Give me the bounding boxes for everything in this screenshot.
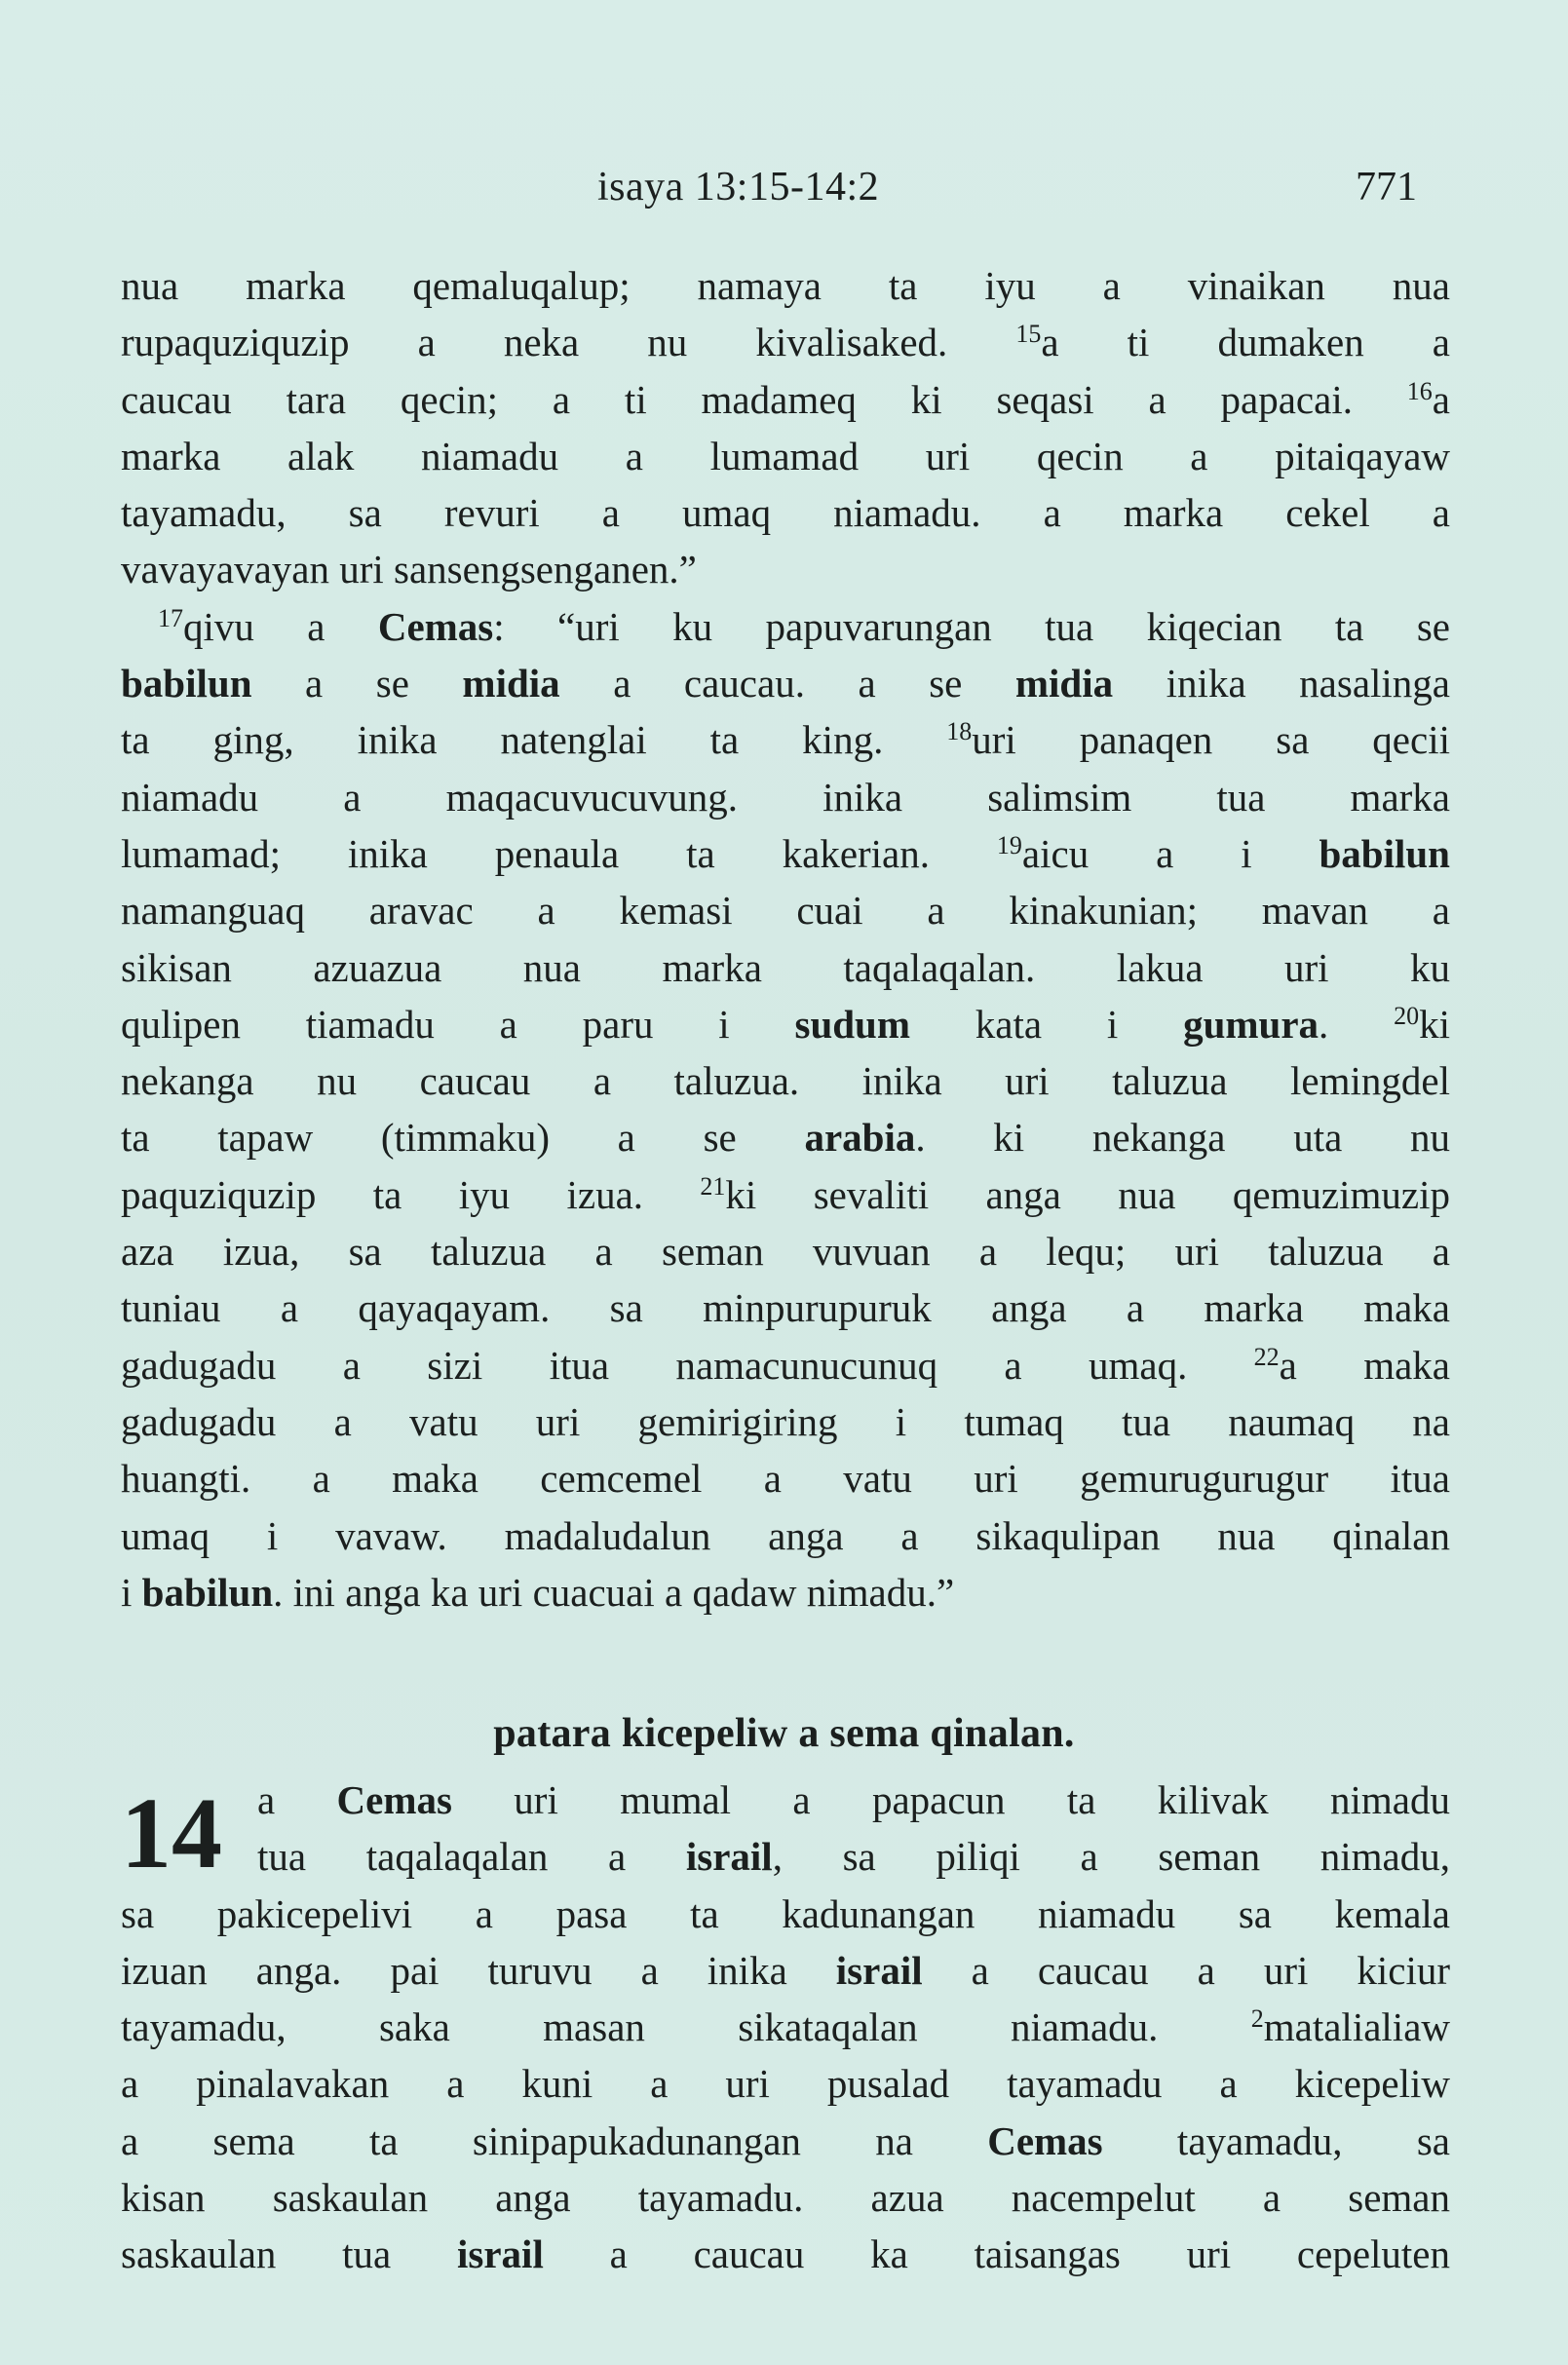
verse-number: 2 (1250, 2004, 1264, 2034)
text-run: a caucau ka taisangas uri cepeluten (543, 2231, 1450, 2277)
text-run: a maka (1279, 1342, 1450, 1388)
name-israil: israil (835, 1947, 923, 1993)
text-run: inika nasalinga (1113, 661, 1450, 706)
text-line (121, 1166, 1450, 1223)
text-run: tua taqalaqalan a (257, 1834, 686, 1880)
text-run: a caucau. a se (559, 661, 1015, 706)
text-run: . ki nekanga uta nu (915, 1115, 1450, 1161)
name-israil: israil (457, 2231, 544, 2277)
verse-number: 15 (1015, 320, 1042, 349)
text-line (121, 996, 1450, 1052)
verse-number: 21 (700, 1171, 726, 1201)
text-line: sikisan azuazua nua marka taqalaqalan. lakua uri ku (121, 944, 1450, 990)
text-line: aza izua, sa taluzua a seman vuvuan a lequ; uri taluzua a (121, 1229, 1450, 1275)
chapter-14-block (121, 1772, 1450, 2283)
verse-number: 22 (1253, 1342, 1280, 1371)
text-run: aicu a i (1021, 830, 1319, 876)
name-sudum: sudum (794, 1001, 910, 1047)
name-midia: midia (462, 661, 560, 706)
name-arabia: arabia (804, 1115, 916, 1161)
name-babilun: babilun (1319, 830, 1450, 876)
name-babilun: babilun (121, 661, 252, 706)
text-line: a pinalavakan a kuni a uri pusalad tayamadu a kicepeliw (121, 2061, 1450, 2107)
text-run: rupaquziquzip a neka nu kivalisaked. (121, 320, 1016, 365)
text-line: vavayavayan uri sansengsenganen.” (121, 547, 697, 592)
text-run: i (121, 1569, 142, 1615)
text-run: paquziquzip ta iyu izua. (121, 1171, 701, 1217)
verse-number: 17 (158, 603, 183, 632)
name-cemas: Cemas (336, 1777, 452, 1822)
text-line: umaq i vavaw. madaludalun anga a sikaqulipan nua qinalan (121, 1512, 1450, 1558)
running-header-title: isaya 13:15-14:2 (597, 165, 880, 210)
text-run: a se (251, 661, 463, 706)
text-run: . ini anga ka uri cuacuai a qadaw nimadu.” (273, 1569, 955, 1615)
name-cemas: Cemas (987, 2117, 1103, 2163)
text-line (121, 1564, 1450, 1621)
text-run: uri panaqen sa qecii (972, 717, 1450, 763)
text-line (121, 314, 1450, 370)
text-run: a ti dumaken a (1041, 320, 1450, 365)
text-line (121, 598, 1450, 655)
verse-number: 16 (1406, 376, 1433, 405)
text-run: gadugadu a sizi itua namacunucunuq a umaq. (121, 1342, 1254, 1388)
text-line (121, 1999, 1450, 2055)
text-line (121, 1772, 1450, 1828)
name-midia: midia (1014, 661, 1114, 706)
text-run: a (1432, 376, 1450, 422)
text-line (121, 1828, 1450, 1885)
text-line (121, 1942, 1450, 1999)
text-run: a sema ta sinipapukadunangan na (121, 2117, 988, 2163)
text-line (121, 825, 1450, 882)
text-line (121, 1337, 1450, 1393)
text-run: ta ging, inika natenglai ta king. (121, 717, 947, 763)
text-run: qivu a (183, 603, 378, 649)
text-line: niamadu a maqacuvucuvung. inika salimsim tua marka (121, 774, 1450, 820)
text-line: marka alak niamadu a lumamad uri qecin a pitaiqayaw (121, 433, 1450, 478)
name-babilun: babilun (141, 1569, 274, 1615)
text-run: uri mumal a papacun ta kilivak nimadu (451, 1777, 1450, 1822)
text-line: nua marka qemaluqalup; namaya ta iyu a vinaikan nua (121, 263, 1450, 308)
text-line: tuniau a qayaqayam. sa minpurupuruk anga a marka maka (121, 1285, 1450, 1331)
text-line: sa pakicepelivi a pasa ta kadunangan niamadu sa kemala (121, 1890, 1450, 1936)
text-run: ta tapaw (timmaku) a se (121, 1115, 805, 1161)
text-line: huangti. a maka cemcemel a vatu uri gemurugurugur itua (121, 1456, 1450, 1502)
text-run: a caucau a uri kiciur (922, 1947, 1450, 1993)
text-line (121, 655, 1450, 711)
text-run: lumamad; inika penaula ta kakerian. (121, 830, 997, 876)
verse-number: 18 (946, 717, 973, 746)
text-line: nekanga nu caucau a taluzua. inika uri taluzua lemingdel (121, 1058, 1450, 1104)
text-line (121, 2113, 1450, 2169)
text-line (121, 2226, 1450, 2282)
text-run: tayamadu, saka masan sikataqalan niamadu. (121, 2004, 1251, 2050)
text-run: qulipen tiamadu a paru i (121, 1001, 795, 1047)
text-run: caucau tara qecin; a ti madameq ki seqasi a papacai. (121, 376, 1407, 422)
text-line (121, 371, 1450, 428)
text-line (121, 711, 1450, 768)
text-run: izuan anga. pai turuvu a inika (121, 1947, 836, 1993)
text-run: tayamadu, sa (1102, 2117, 1450, 2163)
text-line (121, 1109, 1450, 1165)
text-run: matalialiaw (1263, 2004, 1450, 2050)
text-line: kisan saskaulan anga tayamadu. azua nacempelut a seman (121, 2175, 1450, 2221)
text-run: kata i (910, 1001, 1184, 1047)
text-run: : “uri ku papuvarungan tua kiqecian ta se (493, 603, 1450, 649)
text-run: , sa piliqi a seman nimadu, (772, 1834, 1450, 1880)
verse-number: 19 (996, 830, 1022, 859)
text-line: namanguaq aravac a kemasi cuai a kinakunian; mavan a (121, 888, 1450, 934)
text-run: ki sevaliti anga nua qemuzimuzip (725, 1171, 1450, 1217)
running-header (0, 164, 1568, 222)
page-number: 771 (1356, 165, 1417, 210)
verse-number: 20 (1394, 1001, 1420, 1030)
name-cemas: Cemas (377, 603, 494, 649)
text-run: ki (1419, 1001, 1450, 1047)
text-run: saskaulan tua (121, 2231, 458, 2277)
text-run: . (1319, 1001, 1395, 1047)
text-run: a (257, 1777, 337, 1822)
text-line: gadugadu a vatu uri gemirigiring i tumaq tua naumaq na (121, 1398, 1450, 1444)
main-text-block (121, 257, 1450, 1621)
chapter-number: 14 (121, 1777, 222, 1889)
section-heading: patara kicepeliw a sema qinalan. (493, 1711, 1075, 1756)
name-israil: israil (685, 1834, 773, 1880)
name-gumura: gumura (1183, 1001, 1319, 1047)
text-line: tayamadu, sa revuri a umaq niamadu. a marka cekel a (121, 490, 1450, 536)
